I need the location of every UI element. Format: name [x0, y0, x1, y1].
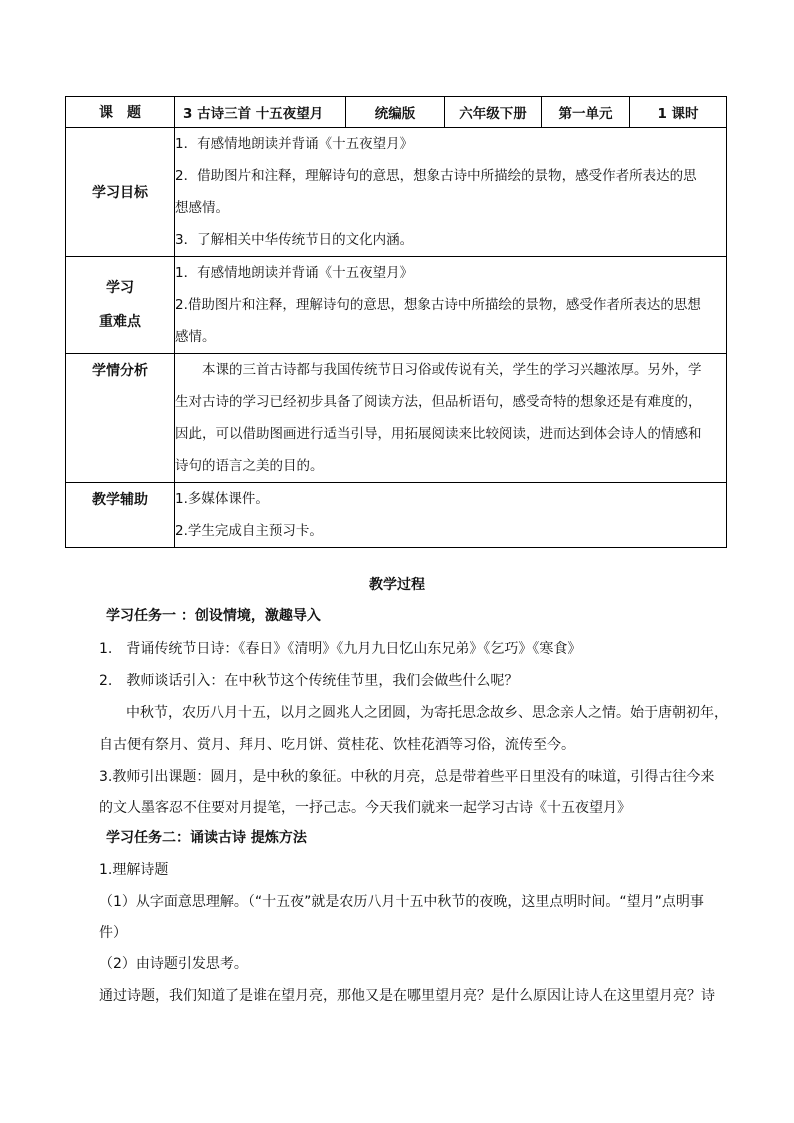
task2-item-1a: （1）从字面意思理解。（“十五夜”就是农历八月十五中秋节的夜晚，这里点明时间。“望月”点明事: [99, 894, 704, 910]
difficulty-label-line-2: 重难点: [99, 314, 141, 330]
analysis-line-4: 诗句的语言之美的目的。: [175, 458, 324, 474]
goals-label: 学习目标: [66, 128, 175, 257]
grade-cell: 六年级下册: [445, 97, 542, 128]
task1-paragraph-line-1: 中秋节，农历八月十五，以月之圆兆人之团圆，为寄托思念故乡、思念亲人之情。始于唐朝初年，: [126, 705, 728, 721]
aids-line-1: 1.多媒体课件。: [175, 491, 269, 507]
task1-step-2: 2. 教师谈话引入：在中秋节这个传统佳节里，我们会做些什么呢？: [99, 673, 519, 689]
task2-heading: 学习任务二：诵读古诗 提炼方法: [106, 830, 307, 846]
lesson-plan-table: [65, 96, 727, 548]
goals-line-2b: 想感情。: [175, 200, 229, 216]
difficulty-line-1: 1．有感情地朗读并背诵《十五夜望月》: [175, 265, 414, 281]
unit-cell: 第一单元: [542, 97, 630, 128]
analysis-line-3: 因此，可以借助图画进行适当引导，用拓展阅读来比较阅读，进而达到体会诗人的情感和: [175, 426, 702, 442]
task1-paragraph-line-2: 自古便有祭月、赏月、拜月、吃月饼、赏桂花、饮桂花酒等习俗，流传至今。: [99, 737, 575, 753]
goals-line-2a: 2．借助图片和注释，理解诗句的意思，想象古诗中所描绘的景物，感受作者所表达的思: [175, 168, 697, 184]
aids-row: [66, 483, 727, 548]
task1-step-3a: 3.教师引出课题：圆月，是中秋的象征。中秋的月亮，总是带着些平日里没有的味道，引得古往今来: [99, 769, 715, 785]
edition-cell: 统编版: [346, 97, 445, 128]
analysis-label: 学情分析: [66, 354, 175, 483]
task1-heading: 学习任务一 ：创设情境，激趣导入: [106, 608, 321, 624]
analysis-content: [175, 354, 727, 483]
goals-line-1: 1．有感情地朗读并背诵《十五夜望月》: [175, 136, 414, 152]
aids-content: [175, 483, 727, 548]
lesson-title: 3 古诗三首 十五夜望月: [175, 97, 346, 128]
aids-label: 教学辅助: [66, 483, 175, 548]
header-row: [66, 97, 727, 128]
difficulty-content: [175, 257, 727, 354]
difficulty-label: [66, 257, 175, 354]
task2-paragraph: 通过诗题，我们知道了是谁在望月亮，那他又是在哪里望月亮？是什么原因让诗人在这里望月亮？诗: [99, 988, 715, 1004]
task2-step-1: 1.理解诗题: [99, 862, 169, 878]
goals-line-3: 3．了解相关中华传统节日的文化内涵。: [175, 232, 414, 248]
aids-line-2: 2.学生完成自主预习卡。: [175, 523, 323, 539]
process-title: 教学过程: [369, 577, 425, 593]
hours-cell: 1 课时: [630, 97, 727, 128]
task2-item-1b: 件）: [99, 925, 127, 941]
goals-content: [175, 128, 727, 257]
difficulty-label-line-1: 学习: [106, 280, 134, 296]
task1-step-1: 1. 背诵传统节日诗：《春日》《清明》《九月九日忆山东兄弟》《乞巧》《寒食》: [99, 641, 582, 657]
task1-step-3b: 的文人墨客忍不住要对月提笔，一抒己志。今天我们就来一起学习古诗《十五夜望月》: [99, 800, 631, 816]
analysis-line-1: 本课的三首古诗都与我国传统节日习俗或传说有关，学生的学习兴趣浓厚。另外，学: [202, 362, 702, 378]
topic-label: 课 题: [66, 97, 175, 128]
analysis-line-2: 生对古诗的学习已经初步具备了阅读方法，但品析语句，感受奇特的想象还是有难度的，: [175, 394, 702, 410]
difficulty-line-2b: 感情。: [175, 329, 216, 345]
goals-row: [66, 128, 727, 257]
difficulty-row: [66, 257, 727, 354]
task2-item-2: （2）由诗题引发思考。: [99, 956, 248, 972]
analysis-row: [66, 354, 727, 483]
difficulty-line-2a: 2.借助图片和注释，理解诗句的意思，想象古诗中所描绘的景物，感受作者所表达的思想: [175, 297, 701, 313]
